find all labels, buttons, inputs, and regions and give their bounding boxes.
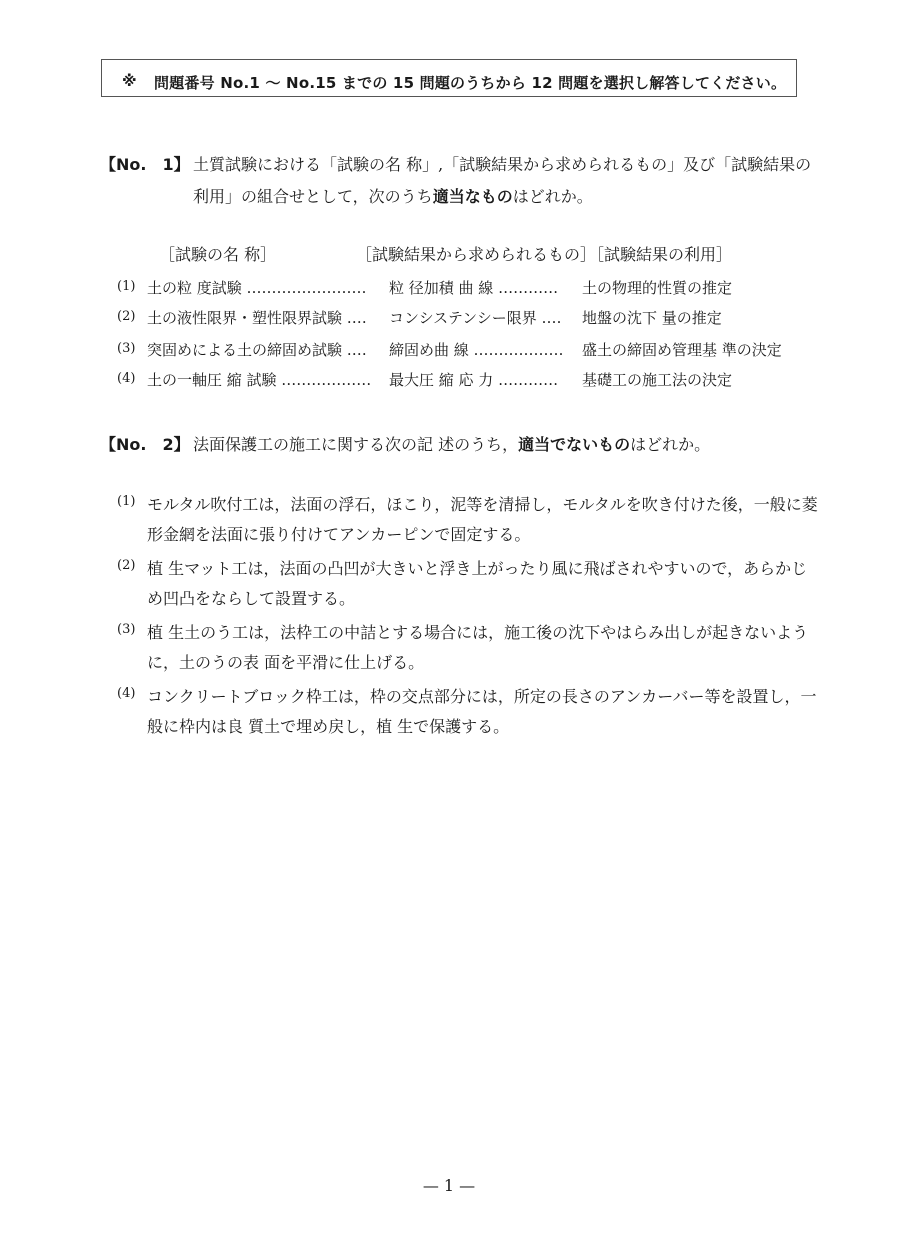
row-result: コンシステンシー限界 ‥‥ bbox=[389, 309, 562, 327]
row-test: 土の粒 度試験 …………………… bbox=[147, 279, 367, 297]
instruction-text: 問題番号 No.1 ～ No.15 までの 15 問題のうちから 12 問題を選択し解答してください。 bbox=[154, 74, 787, 92]
stem-emphasis: 適当なもの bbox=[432, 187, 513, 206]
row-test: 土の一軸圧 縮 試験 ……………… bbox=[147, 371, 372, 389]
question-1-number: 【No. 1】 bbox=[100, 155, 190, 174]
option-text-line2: に，土のうの表 面を平滑に仕上げる。 bbox=[147, 653, 425, 672]
option-text-line2: 般に枠内は良 質土で埋め戻し，植 生で保護する。 bbox=[147, 717, 510, 736]
option-text-line1: 植 生マット工は，法面の凸凹が大きいと浮き上がったり風に飛ばされやすいので，あらかじ bbox=[147, 559, 808, 578]
instruction-box bbox=[101, 59, 797, 97]
stem-text: はどれか。 bbox=[512, 187, 593, 206]
page-number: — 1 — bbox=[422, 1176, 476, 1195]
header-result: ［試験結果から求められるもの］ bbox=[356, 245, 597, 264]
option-number: (2) bbox=[117, 558, 136, 573]
row-result: 締固め曲 線 ……………… bbox=[389, 341, 564, 359]
row-result: 最大圧 縮 応 力 ………… bbox=[389, 371, 559, 389]
option-text-line1: コンクリートブロック枠工は，枠の交点部分には，所定の長さのアンカーバー等を設置し，一 bbox=[147, 687, 817, 706]
option-text-line1: 植 生土のう工は，法枠工の中詰とする場合には，施工後の沈下やはらみ出しが起きないよう bbox=[147, 623, 809, 642]
stem-text: 法面保護工の施工に関する次の記 述のうち， bbox=[193, 435, 519, 454]
stem-text: 利用」の組合せとして，次のうち bbox=[193, 187, 433, 206]
option-number: (2) bbox=[117, 309, 136, 324]
question-2-stem bbox=[193, 432, 710, 455]
row-result: 粒 径加積 曲 線 ………… bbox=[389, 279, 559, 297]
reference-mark: ※ bbox=[122, 72, 137, 90]
header-use: ［試験結果の利用］ bbox=[588, 245, 733, 264]
row-test: 土の液性限界・塑性限界試験 ‥‥ bbox=[147, 309, 367, 327]
option-number: (1) bbox=[117, 494, 136, 509]
option-number: (3) bbox=[117, 341, 136, 356]
question-1-stem-line2 bbox=[193, 184, 593, 207]
stem-emphasis: 適当でないもの bbox=[518, 435, 631, 454]
option-text-line1: モルタル吹付工は，法面の浮石，ほこり，泥等を清掃し，モルタルを吹き付けた後，一般に菱 bbox=[147, 495, 818, 514]
option-number: (4) bbox=[117, 371, 136, 386]
option-number: (4) bbox=[117, 686, 136, 701]
row-use: 盛土の締固め管理基 準の決定 bbox=[582, 341, 782, 359]
row-use: 地盤の沈下 量の推定 bbox=[582, 309, 722, 327]
option-number: (1) bbox=[117, 279, 136, 294]
question-2-number: 【No. 2】 bbox=[100, 435, 190, 454]
option-text-line2: め凹凸をならして設置する。 bbox=[147, 589, 356, 608]
option-text-line2: 形金網を法面に張り付けてアンカーピンで固定する。 bbox=[147, 525, 531, 544]
row-test: 突固めによる土の締固め試験 ‥‥ bbox=[147, 341, 367, 359]
question-1-stem-line1: 土質試験における「試験の名 称」,「試験結果から求められるもの」及び「試験結果の bbox=[193, 155, 812, 174]
row-use: 基礎工の施工法の決定 bbox=[582, 371, 733, 389]
option-number: (3) bbox=[117, 622, 136, 637]
row-use: 土の物理的性質の推定 bbox=[582, 279, 733, 297]
stem-text: はどれか。 bbox=[630, 435, 711, 454]
header-test-name: ［試験の名 称］ bbox=[159, 245, 277, 264]
